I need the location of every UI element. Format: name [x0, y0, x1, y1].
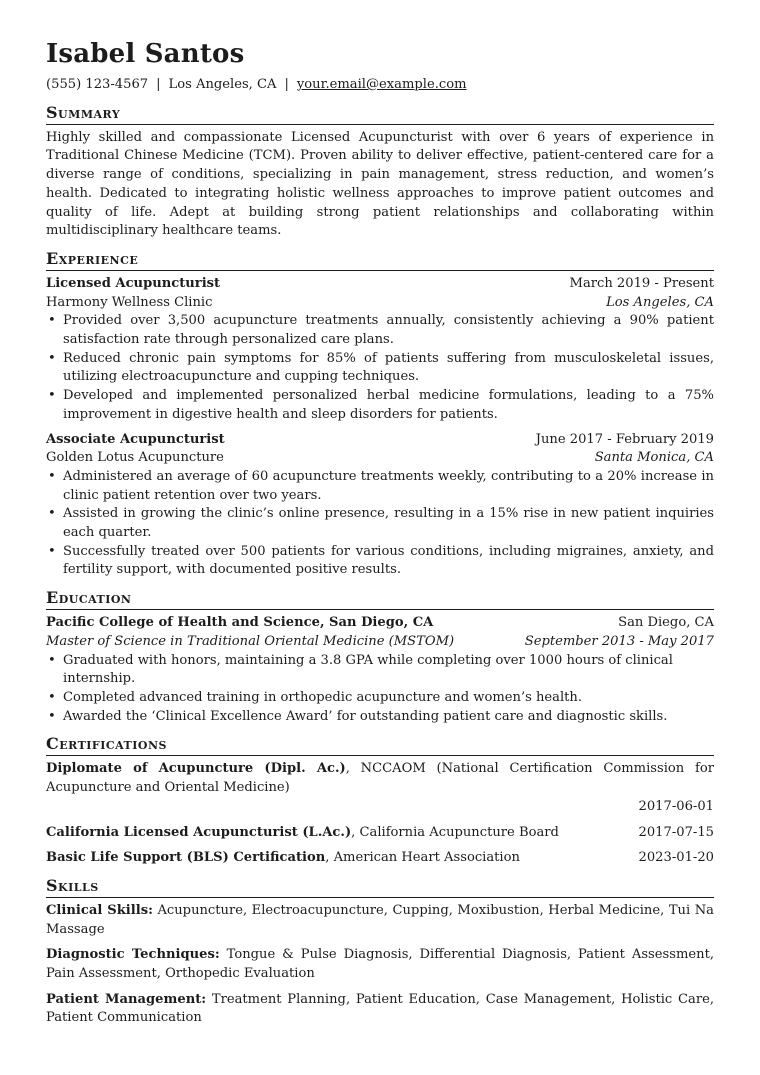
skill-value: Tongue & Pulse Diagnosis, Differential Diagnosis, Patient Assessment, Pain Assessment, Orthopedic Evaluation	[46, 947, 714, 982]
phone-text: (555) 123-4567	[46, 77, 149, 92]
job-location: Los Angeles, CA	[606, 294, 714, 310]
location-text: Los Angeles, CA	[168, 77, 277, 92]
skills-heading: Skills	[46, 876, 714, 898]
skill-label: Patient Management:	[46, 991, 207, 1007]
skill-value: Acupuncture, Electroacupuncture, Cupping, Moxibustion, Herbal Medicine, Tui Na Massage	[46, 902, 714, 937]
certification-issuer: , American Heart Association	[325, 850, 520, 866]
certification-item	[46, 824, 714, 843]
job-dates: June 2017 - February 2019	[535, 431, 714, 447]
contact-separator: |	[156, 77, 161, 92]
certifications-heading: Certifications	[46, 734, 714, 756]
degree-name: Master of Science in Traditional Oriental Medicine (MSTOM)	[46, 633, 455, 649]
certification-item	[46, 849, 714, 868]
skill-row	[46, 902, 714, 939]
job-company: Golden Lotus Acupuncture	[46, 450, 224, 466]
bullet-item: • Successfully treated over 500 patients for various conditions, including migraines, anxiety, and fertility support, with documented positive results.	[63, 543, 714, 580]
bullet-item: • Administered an average of 60 acupuncture treatments weekly, contributing to a 20% increase in clinic patient retention over two years.	[63, 468, 714, 505]
job-location: Santa Monica, CA	[594, 450, 714, 466]
bullet-item: • Completed advanced training in orthopedic acupuncture and women’s health.	[63, 689, 714, 708]
certification-name: Diplomate of Acupuncture (Dipl. Ac.)	[46, 761, 346, 777]
education-dates: September 2013 - May 2017	[524, 633, 714, 649]
school-location: San Diego, CA	[618, 615, 714, 631]
contact-separator: |	[284, 77, 289, 92]
job-role: Licensed Acupuncturist	[46, 275, 221, 291]
skill-row	[46, 991, 714, 1028]
skill-value: Treatment Planning, Patient Education, Case Management, Holistic Care, Patient Communication	[46, 991, 714, 1026]
bullet-item: • Awarded the ‘Clinical Excellence Award’ for outstanding patient care and diagnostic skills.	[63, 708, 714, 727]
bullet-item: • Graduated with honors, maintaining a 3.8 GPA while completing over 1000 hours of clinical internship.	[63, 652, 714, 689]
skill-label: Diagnostic Techniques:	[46, 947, 220, 963]
contact-line	[46, 76, 714, 95]
certification-date: 2017-07-15	[638, 824, 714, 840]
certification-item	[46, 760, 714, 816]
job-company: Harmony Wellness Clinic	[46, 294, 213, 310]
job-dates: March 2019 - Present	[569, 275, 714, 291]
summary-text: Highly skilled and compassionate Licensed Acupuncturist with over 6 years of experience in Traditional Chinese Medicine (TCM). Proven ability to deliver effective, patient-centered care for a diverse range of conditions, specializing in pain management, stress reduction, and women’s health. Dedicated to integrating holistic wellness approaches to improve patient outcomes and quality of life. Adept at building strong patient relationships and collaborating within multidisciplinary healthcare teams.	[46, 129, 714, 239]
candidate-name: Isabel Santos	[46, 39, 245, 69]
education-entry	[46, 614, 714, 726]
education-bullets	[46, 652, 714, 727]
bullet-item: • Provided over 3,500 acupuncture treatments annually, consistently achieving a 90% patient satisfaction rate through personalized care plans.	[63, 312, 714, 349]
certification-name: California Licensed Acupuncturist (L.Ac.)	[46, 824, 352, 840]
certification-name: Basic Life Support (BLS) Certification	[46, 850, 326, 866]
certification-date: 2023-01-20	[638, 850, 714, 866]
job-entry	[46, 275, 714, 425]
job-bullets	[46, 468, 714, 580]
certification-issuer: , NCCAOM (National Certification Commission for Acupuncture and Oriental Medicine)	[46, 761, 714, 796]
email-link[interactable]: your.email@example.com	[296, 77, 467, 92]
certification-issuer: , California Acupuncture Board	[351, 824, 559, 840]
certification-date: 2017-06-01	[638, 798, 714, 814]
job-role: Associate Acupuncturist	[46, 431, 225, 447]
skill-label: Clinical Skills:	[46, 902, 153, 918]
bullet-item: • Assisted in growing the clinic’s online presence, resulting in a 15% rise in new patient inquiries each quarter.	[63, 505, 714, 542]
experience-heading: Experience	[46, 249, 714, 271]
school-name: Pacific College of Health and Science, San Diego, CA	[46, 615, 434, 631]
job-bullets	[46, 312, 714, 424]
bullet-item: • Developed and implemented personalized herbal medicine formulations, leading to a 75% improvement in digestive health and sleep disorders for patients.	[63, 387, 714, 424]
job-entry	[46, 431, 714, 581]
summary-heading: Summary	[46, 103, 714, 125]
skill-row	[46, 946, 714, 983]
bullet-item: • Reduced chronic pain symptoms for 85% of patients suffering from musculoskeletal issues, utilizing electroacupuncture and cupping techniques.	[63, 350, 714, 387]
education-heading: Education	[46, 588, 714, 610]
